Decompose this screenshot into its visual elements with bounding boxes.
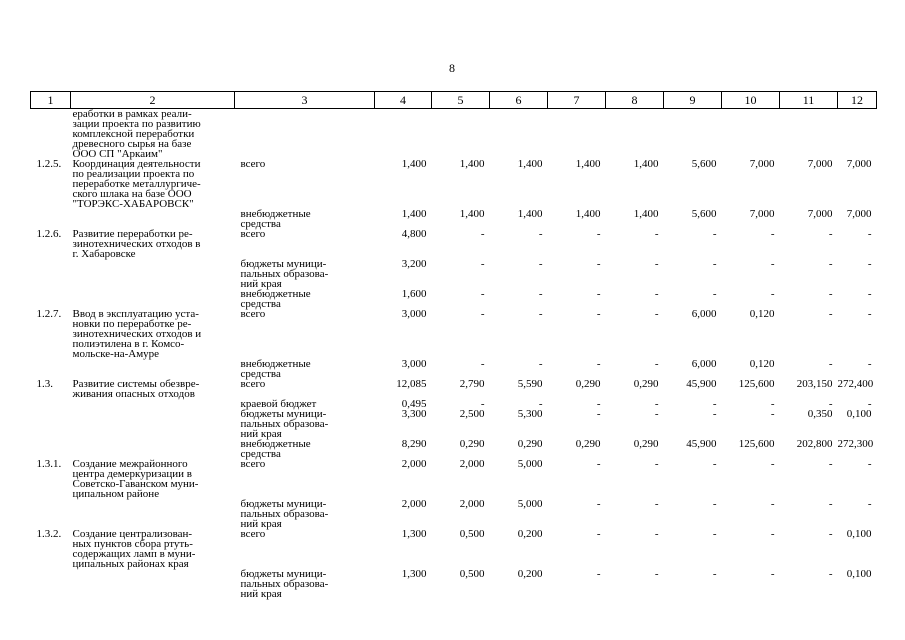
value-cell: - bbox=[712, 288, 717, 300]
value-cell: 2,000 bbox=[401, 458, 427, 470]
value-cell: 0,120 bbox=[749, 308, 775, 320]
value-cell: - bbox=[654, 398, 659, 410]
value-cell: - bbox=[770, 288, 775, 300]
value-cell: - bbox=[654, 228, 659, 240]
column-header: 4 bbox=[375, 92, 432, 109]
value-cell: 3,000 bbox=[401, 358, 427, 370]
row-code bbox=[31, 569, 71, 599]
value-cell: 7,000 bbox=[807, 208, 833, 220]
table-row bbox=[31, 109, 877, 160]
table-row bbox=[31, 259, 877, 289]
value-cell bbox=[432, 109, 490, 160]
row-funding-source: всего bbox=[240, 378, 266, 390]
table-row bbox=[31, 229, 877, 259]
value-cell: 0,500 bbox=[459, 528, 485, 540]
value-cell: 0,290 bbox=[517, 438, 543, 450]
value-cell: 2,790 bbox=[459, 378, 485, 390]
row-code: 1.2.5. bbox=[36, 158, 62, 170]
row-name bbox=[71, 359, 235, 379]
row-code bbox=[31, 359, 71, 379]
value-cell: 4,800 bbox=[401, 228, 427, 240]
value-cell: 45,900 bbox=[686, 378, 717, 390]
value-cell: 0,290 bbox=[633, 378, 659, 390]
value-cell: - bbox=[712, 398, 717, 410]
row-funding-source: краевой бюджет bbox=[240, 398, 317, 410]
value-cell: 2,000 bbox=[459, 458, 485, 470]
value-cell: 7,000 bbox=[749, 208, 775, 220]
value-cell: - bbox=[712, 498, 717, 510]
row-name: Ввод в эксплуатацию уста- новки по переработке ре- зинотехнических отходов и полиэтилена в г. Комсо- мольске-на-Амуре bbox=[72, 308, 202, 360]
value-cell: 1,400 bbox=[459, 158, 485, 170]
value-cell: - bbox=[770, 228, 775, 240]
value-cell: - bbox=[867, 288, 872, 300]
value-cell: 45,900 bbox=[686, 438, 717, 450]
value-cell: - bbox=[480, 288, 485, 300]
row-funding-source: всего bbox=[240, 158, 266, 170]
value-cell: 3,200 bbox=[401, 258, 427, 270]
value-cell bbox=[606, 109, 664, 160]
value-cell: - bbox=[828, 398, 833, 410]
value-cell: 5,300 bbox=[517, 408, 543, 420]
value-cell: - bbox=[596, 408, 601, 420]
table-row bbox=[31, 209, 877, 229]
value-cell: - bbox=[480, 358, 485, 370]
value-cell: 1,400 bbox=[517, 158, 543, 170]
table-row bbox=[31, 459, 877, 499]
row-code bbox=[31, 289, 71, 309]
value-cell: 5,600 bbox=[691, 208, 717, 220]
value-cell: - bbox=[828, 498, 833, 510]
value-cell: 1,400 bbox=[633, 208, 659, 220]
value-cell: 5,000 bbox=[517, 498, 543, 510]
value-cell: - bbox=[770, 528, 775, 540]
row-code bbox=[31, 259, 71, 289]
value-cell: 1,400 bbox=[575, 158, 601, 170]
value-cell: - bbox=[654, 528, 659, 540]
value-cell: - bbox=[867, 228, 872, 240]
value-cell: - bbox=[538, 258, 543, 270]
value-cell bbox=[548, 109, 606, 160]
column-header: 3 bbox=[235, 92, 375, 109]
value-cell: 2,500 bbox=[459, 408, 485, 420]
table-row bbox=[31, 159, 877, 209]
value-cell: 7,000 bbox=[846, 158, 872, 170]
value-cell: - bbox=[712, 228, 717, 240]
row-name: Создание межрайонного центра демеркуризации в Советско-Гаванском муни- ципальном районе bbox=[72, 458, 199, 500]
page-number: 8 bbox=[449, 61, 455, 75]
value-cell: 7,000 bbox=[807, 158, 833, 170]
value-cell: - bbox=[770, 498, 775, 510]
value-cell bbox=[375, 109, 432, 160]
table-row bbox=[31, 439, 877, 459]
value-cell: - bbox=[596, 308, 601, 320]
row-name bbox=[71, 499, 235, 529]
value-cell: 0,290 bbox=[633, 438, 659, 450]
value-cell: 0,200 bbox=[517, 568, 543, 580]
value-cell: - bbox=[770, 458, 775, 470]
value-cell: - bbox=[596, 398, 601, 410]
table-row bbox=[31, 359, 877, 379]
value-cell: 5,590 bbox=[517, 378, 543, 390]
value-cell: 0,100 bbox=[846, 528, 872, 540]
value-cell: - bbox=[596, 288, 601, 300]
value-cell: - bbox=[654, 498, 659, 510]
value-cell: 272,300 bbox=[837, 438, 874, 450]
data-table bbox=[30, 91, 877, 599]
value-cell: 1,400 bbox=[633, 158, 659, 170]
value-cell: - bbox=[828, 458, 833, 470]
column-header: 11 bbox=[780, 92, 838, 109]
row-name: Координация деятельности по реализации проекта по переработке металлургиче- ского шлака на базе ООО "ТОРЭКС-ХАБАРОВСК" bbox=[72, 158, 201, 210]
row-name bbox=[71, 289, 235, 309]
value-cell: 5,000 bbox=[517, 458, 543, 470]
value-cell: - bbox=[712, 458, 717, 470]
value-cell: - bbox=[828, 358, 833, 370]
row-name bbox=[71, 259, 235, 289]
value-cell: - bbox=[867, 398, 872, 410]
column-header: 5 bbox=[432, 92, 490, 109]
row-code bbox=[31, 409, 71, 439]
row-funding-source: всего bbox=[240, 528, 266, 540]
row-funding-source: бюджеты муници- пальных образова- ний края bbox=[240, 498, 329, 530]
value-cell: 5,600 bbox=[691, 158, 717, 170]
value-cell: 6,000 bbox=[691, 358, 717, 370]
column-header: 8 bbox=[606, 92, 664, 109]
value-cell: - bbox=[770, 258, 775, 270]
value-cell: 0,290 bbox=[575, 378, 601, 390]
value-cell: 202,800 bbox=[796, 438, 833, 450]
row-name bbox=[71, 399, 235, 409]
value-cell: 1,400 bbox=[401, 208, 427, 220]
value-cell: - bbox=[867, 498, 872, 510]
value-cell: 1,300 bbox=[401, 568, 427, 580]
value-cell: - bbox=[654, 308, 659, 320]
value-cell: - bbox=[596, 498, 601, 510]
value-cell: - bbox=[480, 258, 485, 270]
value-cell: 7,000 bbox=[749, 158, 775, 170]
value-cell: 0,200 bbox=[517, 528, 543, 540]
value-cell: 272,400 bbox=[837, 378, 874, 390]
row-code: 1.3. bbox=[36, 378, 53, 390]
value-cell bbox=[490, 109, 548, 160]
row-code: 1.3.2. bbox=[36, 528, 62, 540]
row-name bbox=[71, 569, 235, 599]
value-cell: 8,290 bbox=[401, 438, 427, 450]
value-cell: 3,300 bbox=[401, 408, 427, 420]
value-cell: - bbox=[828, 568, 833, 580]
value-cell: - bbox=[828, 308, 833, 320]
table-row bbox=[31, 309, 877, 359]
value-cell: 0,100 bbox=[846, 568, 872, 580]
value-cell: - bbox=[596, 258, 601, 270]
row-name bbox=[71, 409, 235, 439]
column-header: 7 bbox=[548, 92, 606, 109]
value-cell: 7,000 bbox=[846, 208, 872, 220]
value-cell: 1,400 bbox=[517, 208, 543, 220]
value-cell: - bbox=[828, 288, 833, 300]
value-cell: - bbox=[596, 568, 601, 580]
value-cell: - bbox=[712, 528, 717, 540]
row-code bbox=[31, 399, 71, 409]
value-cell: - bbox=[538, 308, 543, 320]
value-cell bbox=[780, 109, 838, 160]
value-cell: 0,290 bbox=[459, 438, 485, 450]
value-cell: 125,600 bbox=[738, 438, 775, 450]
value-cell: 0,290 bbox=[575, 438, 601, 450]
value-cell: - bbox=[596, 228, 601, 240]
value-cell: - bbox=[538, 358, 543, 370]
table-row bbox=[31, 399, 877, 409]
value-cell: - bbox=[596, 358, 601, 370]
value-cell: - bbox=[480, 398, 485, 410]
row-code bbox=[31, 109, 71, 160]
value-cell: - bbox=[828, 258, 833, 270]
value-cell: - bbox=[770, 568, 775, 580]
value-cell: - bbox=[654, 358, 659, 370]
value-cell: - bbox=[867, 258, 872, 270]
row-funding-source bbox=[235, 109, 375, 160]
value-cell: - bbox=[770, 398, 775, 410]
row-name bbox=[71, 439, 235, 459]
row-code bbox=[31, 209, 71, 229]
value-cell: 0,350 bbox=[807, 408, 833, 420]
column-header: 12 bbox=[838, 92, 877, 109]
column-header: 9 bbox=[664, 92, 722, 109]
value-cell: 1,400 bbox=[401, 158, 427, 170]
table-row bbox=[31, 499, 877, 529]
row-funding-source: внебюджетные средства bbox=[240, 438, 311, 460]
value-cell: - bbox=[828, 228, 833, 240]
value-cell: - bbox=[712, 258, 717, 270]
value-cell: - bbox=[480, 308, 485, 320]
row-name: Создание централизован- ных пунктов сбора ртуть- содержащих ламп в муни- ципальных районах края bbox=[72, 528, 196, 570]
value-cell: - bbox=[867, 308, 872, 320]
value-cell: 6,000 bbox=[691, 308, 717, 320]
row-code: 1.2.7. bbox=[36, 308, 62, 320]
value-cell: - bbox=[867, 358, 872, 370]
row-funding-source: бюджеты муници- пальных образова- ний края bbox=[240, 408, 329, 440]
value-cell: 12,085 bbox=[396, 378, 427, 390]
value-cell: - bbox=[596, 458, 601, 470]
value-cell: - bbox=[770, 408, 775, 420]
column-header: 6 bbox=[490, 92, 548, 109]
table-row bbox=[31, 569, 877, 599]
header-row bbox=[31, 92, 877, 109]
column-header: 1 bbox=[31, 92, 71, 109]
value-cell bbox=[722, 109, 780, 160]
value-cell: - bbox=[538, 228, 543, 240]
value-cell: 1,600 bbox=[401, 288, 427, 300]
value-cell: 0,500 bbox=[459, 568, 485, 580]
value-cell bbox=[664, 109, 722, 160]
column-header: 10 bbox=[722, 92, 780, 109]
table-row bbox=[31, 289, 877, 309]
row-name: Развитие системы обезвре- живания опасных отходов bbox=[72, 378, 200, 400]
row-funding-source: всего bbox=[240, 308, 266, 320]
value-cell: - bbox=[654, 288, 659, 300]
row-name: Развитие переработки ре- зинотехнических отходов в г. Хабаровске bbox=[72, 228, 201, 260]
value-cell: - bbox=[538, 288, 543, 300]
value-cell: - bbox=[867, 458, 872, 470]
row-code bbox=[31, 439, 71, 459]
value-cell: - bbox=[828, 528, 833, 540]
value-cell: 3,000 bbox=[401, 308, 427, 320]
value-cell: 0,120 bbox=[749, 358, 775, 370]
value-cell: 203,150 bbox=[796, 378, 833, 390]
value-cell: 1,400 bbox=[459, 208, 485, 220]
row-code: 1.3.1. bbox=[36, 458, 62, 470]
value-cell: - bbox=[712, 408, 717, 420]
value-cell: - bbox=[538, 398, 543, 410]
row-funding-source: всего bbox=[240, 228, 266, 240]
value-cell bbox=[838, 109, 877, 160]
row-code: 1.2.6. bbox=[36, 228, 62, 240]
row-funding-source: внебюджетные средства bbox=[240, 358, 311, 380]
row-funding-source: внебюджетные средства bbox=[240, 288, 311, 310]
value-cell: 125,600 bbox=[738, 378, 775, 390]
row-funding-source: бюджеты муници- пальных образова- ний края bbox=[240, 568, 329, 600]
value-cell: 2,000 bbox=[459, 498, 485, 510]
value-cell: - bbox=[654, 408, 659, 420]
value-cell: - bbox=[596, 528, 601, 540]
value-cell: 1,300 bbox=[401, 528, 427, 540]
value-cell: 1,400 bbox=[575, 208, 601, 220]
row-code bbox=[31, 499, 71, 529]
table-row bbox=[31, 409, 877, 439]
table-row bbox=[31, 529, 877, 569]
value-cell: 0,495 bbox=[401, 398, 427, 410]
value-cell: - bbox=[712, 568, 717, 580]
value-cell: - bbox=[654, 458, 659, 470]
row-funding-source: бюджеты муници- пальных образова- ний края bbox=[240, 258, 329, 290]
table-row bbox=[31, 379, 877, 399]
value-cell: - bbox=[654, 258, 659, 270]
value-cell: 2,000 bbox=[401, 498, 427, 510]
value-cell: - bbox=[654, 568, 659, 580]
value-cell: - bbox=[480, 228, 485, 240]
row-name bbox=[71, 209, 235, 229]
row-name: ерaботки в рамках реали- зации проекта по развитию комплексной переработки древесного сырья на базе ООО СП "Аркаим" bbox=[72, 108, 201, 160]
column-header: 2 bbox=[71, 92, 235, 109]
value-cell: 0,100 bbox=[846, 408, 872, 420]
row-funding-source: внебюджетные средства bbox=[240, 208, 311, 230]
row-funding-source: всего bbox=[240, 458, 266, 470]
